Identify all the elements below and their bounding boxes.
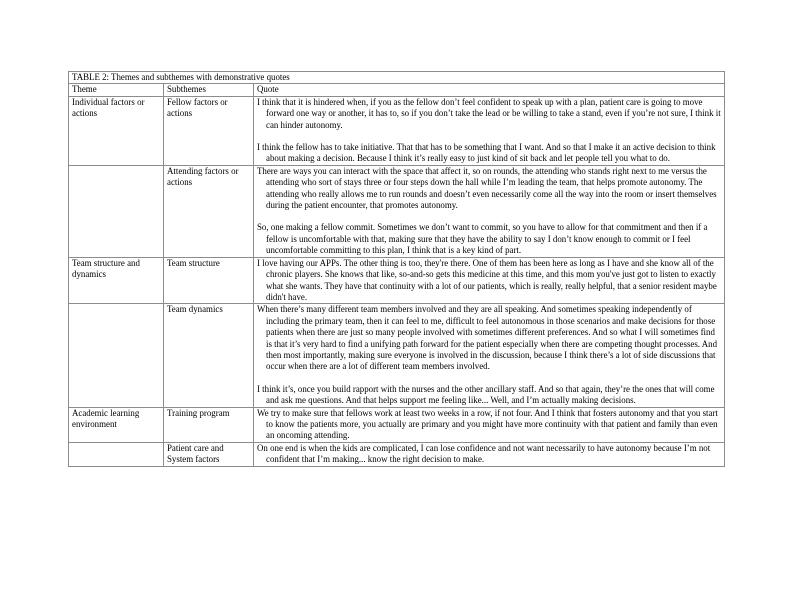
- theme-cell: Individual factors or actions: [69, 96, 164, 165]
- quote-paragraph: I think it’s, once you build rapport with the nurses and the other ancillary staff. And so that again, they’re the ones that will come and ask me questions. And that helps support me feeling like... Well, and I’m actually making decisions.: [257, 383, 715, 406]
- header-subtheme: Subthemes: [164, 84, 254, 96]
- theme-cell: Academic learning environment: [69, 407, 164, 442]
- table-row: [69, 257, 725, 304]
- quote-cell: [254, 442, 725, 466]
- theme-cell: [69, 442, 164, 466]
- table-row: [69, 165, 725, 257]
- table-row: [69, 407, 725, 442]
- table-caption: TABLE 2: Themes and subthemes with demonstrative quotes: [69, 72, 725, 84]
- table-row: [69, 96, 725, 165]
- theme-cell: [69, 304, 164, 407]
- quote-paragraph: I think that it is hindered when, if you as the fellow don’t feel confident to speak up with a plan, patient care is going to move forward one way or another, it has to, so if you don’t take the lead or be willing to take a stand, even if you’re not sure, I think it can hinder autonomy.: [257, 96, 721, 130]
- subtheme-cell: Training program: [164, 407, 254, 442]
- quote-paragraph: So, one making a fellow commit. Sometimes we don’t want to commit, so you have to allow for that commitment and then if a fellow is uncomfortable with that, making sure that they have the ability to say I don’t know enough to commit or I feel uncomfortable committing to this plan, I think that is a key kind of part.: [257, 222, 708, 256]
- subtheme-cell: Fellow factors or actions: [164, 96, 254, 165]
- subtheme-cell: Team structure: [164, 257, 254, 304]
- table-body: [69, 72, 725, 467]
- quote-cell: [254, 304, 725, 407]
- subtheme-cell: Team dynamics: [164, 304, 254, 407]
- quote-cell: [254, 257, 725, 304]
- quote-paragraph: We try to make sure that fellows work at least two weeks in a row, if not four. And I think that fosters autonomy and that you start to know the patients more, you actually are primary and you might have more continuity with that patient and family than even an oncoming attending.: [257, 407, 718, 441]
- subtheme-cell: Patient care and System factors: [164, 442, 254, 466]
- quote-cell: [254, 96, 725, 165]
- table-row: [69, 304, 725, 407]
- quote-paragraph: On one end is when the kids are complicated, I can lose confidence and not want necessarily to have autonomy because I’m not confident that I’m making... know the right decision to make.: [257, 442, 711, 465]
- header-quote: Quote: [254, 84, 725, 96]
- caption-row: [69, 72, 725, 84]
- quote-paragraph: I think the fellow has to take initiative. That that has to be something that I want. And so that I make it an active decision to think about making a decision. Because I think it’s really easy to just kind of sit back and let people tell you what to do.: [257, 142, 716, 164]
- theme-cell: Team structure and dynamics: [69, 257, 164, 304]
- theme-cell: [69, 165, 164, 257]
- quote-paragraph: There are ways you can interact with the space that affect it, so on rounds, the attending who stands right next to me versus the attending who sort of stays three or four steps down the hall while I’m leading the team, that helps promote autonomy. The attending who really allows me to run rounds and doesn’t even necessarily come all the way into the room or insert themselves during the patient encounter, that promotes autonomy.: [257, 165, 717, 211]
- header-row: [69, 84, 725, 96]
- subtheme-cell: Attending factors or actions: [164, 165, 254, 257]
- quote-cell: [254, 407, 725, 442]
- quote-cell: [254, 165, 725, 257]
- themes-table: [68, 71, 725, 467]
- quote-paragraph: I love having our APPs. The other thing is too, they're there. One of them has been here as long as I have and she know all of the chronic players. She knows that like, so-and-so gets this medicine at this time, and this mom you've just got to listen to exactly what she wants. They have that continuity with a lot of our patients, which is really, really helpful, that a senior resident maybe didn't have.: [257, 257, 717, 302]
- quote-paragraph: When there’s many different team members involved and they are all speaking. And sometimes speaking independently of including the primary team, then it can feel to me, difficult to feel autonomous in those scenarios and make decisions for those patients when there are just so many people involved with sometimes different preferences. And so what I will sometimes find is that it’s very hard to find a unifying path forward for the patient especially when there are competing thought processes. And then most importantly, making sure everyone is involved in the discussion, because I think there’s a lot of side discussions that occur when there are a lot of different team members involved.: [257, 304, 718, 372]
- table-row: [69, 442, 725, 466]
- header-theme: Theme: [69, 84, 164, 96]
